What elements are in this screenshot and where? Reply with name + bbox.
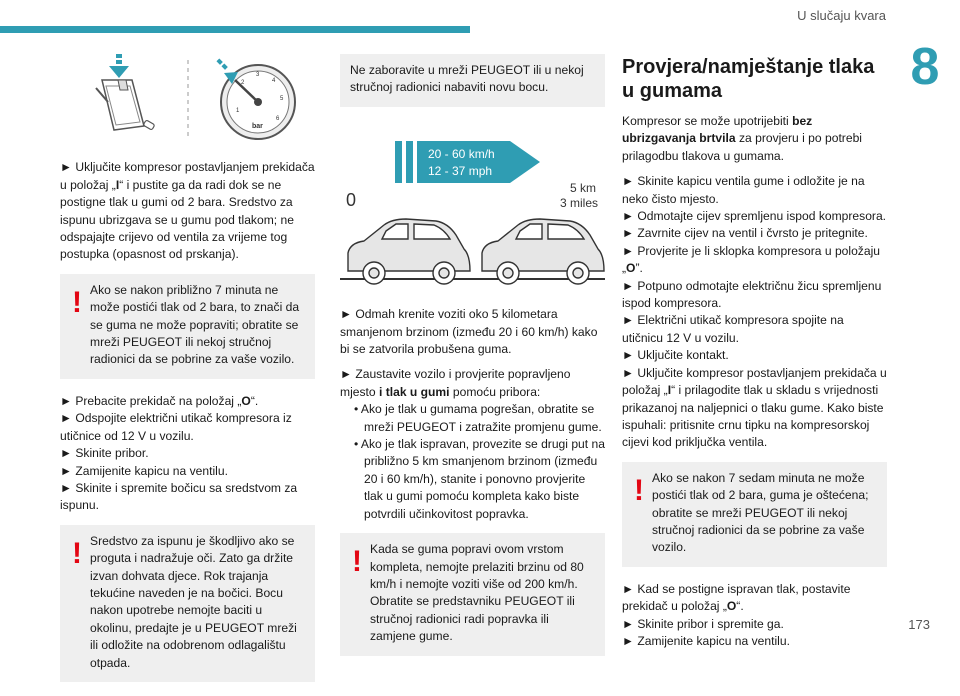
gauge-tick-4: 4 [272, 78, 276, 84]
gauge-tick-3: 3 [256, 72, 260, 78]
step-item: ► Uključite kompresor postavljanjem prekidača u položaj „I“ i prilagodite tlak u skladu s vrijednosti prikazanoj na naljepnici o tlaku gume. Kako biste ispuhali: pritisnite crnu tipku na kompresorskoj cijevi kod priključka ventila. [622, 365, 887, 450]
step-item: ► Električni utikač kompresora spojite na utičnicu 12 V u vozilu. [622, 313, 844, 345]
column-2 [340, 50, 605, 670]
warning-exclamation-icon: ! [352, 545, 362, 579]
driving-illustration [340, 121, 605, 291]
step-item: ► Kad se postigne ispravan tlak, postavite prekidač u položaj „O“. [622, 581, 851, 614]
gauge-tick-5: 5 [280, 96, 284, 102]
gauge-tick-1: 1 [236, 108, 240, 114]
start-distance-label: 0 [346, 189, 357, 210]
compressor-illustration [60, 50, 315, 146]
step-paragraph: ► Zaustavite vozilo i provjerite popravljeno mjesto i tlak u gumi pomoću pribora: [340, 367, 571, 399]
warning-exclamation-icon: ! [72, 536, 82, 570]
distance-km-label: 5 km [570, 180, 597, 195]
car-icon [482, 219, 604, 284]
note-box: Ne zaboravite u mreži PEUGEOT ili u nekoj stručnoj radionici nabaviti novu bocu. [340, 54, 605, 107]
intro-paragraph: Kompresor se može upotrijebiti bez ubrizgavanja brtvila za provjeru i po potrebi prilagodbu tlakova u gumama. [622, 114, 862, 163]
step-paragraph: ► Odmah krenite voziti oko 5 kilometara smanjenom brzinom (između 20 i 60 km/h) kako bi se zatvorila probušena guma. [340, 307, 598, 357]
gauge-tick-2: 2 [241, 80, 245, 86]
speed-kmh-label: 20 - 60 km/h [428, 146, 495, 161]
compressor-switch-icon [96, 54, 155, 130]
warning-exclamation-icon: ! [72, 285, 82, 319]
header-accent-bar [0, 26, 470, 33]
warning-box: ! Kada se guma popravi ovom vrstom kompleta, nemojte prelaziti brzinu od 80 km/h i nemojte voziti više od 200 km/h. Obratite se predstavniku PEUGEOT ili stručnoj radionici radi popravka ili zamjene gume. [340, 533, 605, 655]
warning-box: ! Ako se nakon približno 7 minuta ne može postići tlak od 2 bara, to znači da se guma ne može popraviti; obratite se mreži PEUGEOT ili nekoj stručnoj radionici da se pobrine za vaše vozilo. [60, 274, 315, 379]
warning-box: ! Sredstvo za ispunu je škodljivo ako se proguta i nadražuje oči. Zato ga držite izvan dohvata djece. Rok trajanja tekućine naveden je na bočici. Bocu nakon upotrebe nemojte baciti u okolinu, predajte je u PEUGEOT mreži ili odložite na odobrenom odlagalištu otpada. [60, 525, 315, 682]
chapter-number: 8 [910, 38, 940, 96]
warning-exclamation-icon: ! [634, 473, 644, 507]
step-item: ► Zamijenite kapicu na ventilu. [622, 633, 790, 648]
bullet-item: • Ako je tlak ispravan, provezite se drugi put na približno 5 km smanjenom brzinom (između 20 i 60 km/h), stanite i ponovno provjerite tlak u gumi pomoću kompleta kako biste potvrdili učinkovitost popravka. [354, 437, 605, 521]
step-paragraph: ► Uključite kompresor postavljanjem prekidača u položaj „I“ i pustite ga da radi dok se ne postigne tlak u gumi od 2 bara. Sredstvo za ispunu ubrizgava se u gumu pod tlakom; ne odspajajte crijevo od ventila za vrijeme tog postupka (opasnost od prskanja). [60, 160, 315, 262]
steps-list [60, 393, 315, 515]
gauge-unit-label: bar [252, 123, 263, 130]
step-item: ► Provjerite je li sklopka kompresora u položaju „O”. [622, 243, 880, 276]
chapter-tab [890, 36, 960, 98]
section-title: U slučaju kvara [797, 8, 886, 23]
steps-list [622, 173, 887, 452]
bullet-item: • Ako je tlak u gumama pogrešan, obratite se mreži PEUGEOT i zatražite promjenu gume. [354, 402, 602, 434]
step-item: ► Zavrnite cijev na ventil i čvrsto je pritegnite. [622, 226, 868, 241]
step-item: ► Odmotajte cijev spremljenu ispod kompresora. [622, 209, 887, 224]
section-heading: Provjera/namještanje tlaka u gumama [622, 56, 875, 102]
car-icon [348, 219, 470, 284]
step-item: ► Potpuno odmotajte električnu žicu spremljenu ispod kompresora. [622, 278, 882, 311]
step-item: ► Odspojite električni utikač kompresora iz utičnice od 12 V u vozilu. [60, 411, 292, 443]
gauge-tick-6: 6 [276, 116, 280, 122]
step-item: ► Prebacite prekidač na položaj „O“. [60, 393, 259, 408]
step-item: ► Skinite i spremite bočicu sa sredstvom za ispunu. [60, 480, 298, 513]
step-item: ► Zamijenite kapicu na ventilu. [60, 463, 228, 478]
steps-list [622, 581, 887, 651]
warning-box: ! Ako se nakon 7 sedam minuta ne može postići tlak od 2 bara, guma je oštećena; obratite se mreži PEUGEOT ili nekoj stručnoj radionici da se pobrine za vaše vozilo. [622, 462, 887, 567]
step-item: ► Uključite kontakt. [622, 348, 729, 363]
page-number: 173 [908, 617, 930, 632]
step-item: ► Skinite pribor. [60, 446, 149, 461]
speed-mph-label: 12 - 37 mph [428, 163, 493, 178]
step-item: ► Skinite pribor i spremite ga. [622, 616, 784, 631]
distance-miles-label: 3 miles [560, 195, 599, 210]
column-1 [60, 50, 315, 696]
step-item: ► Skinite kapicu ventila gume i odložite je na neko čisto mjesto. [622, 174, 865, 206]
column-3 [622, 55, 887, 650]
